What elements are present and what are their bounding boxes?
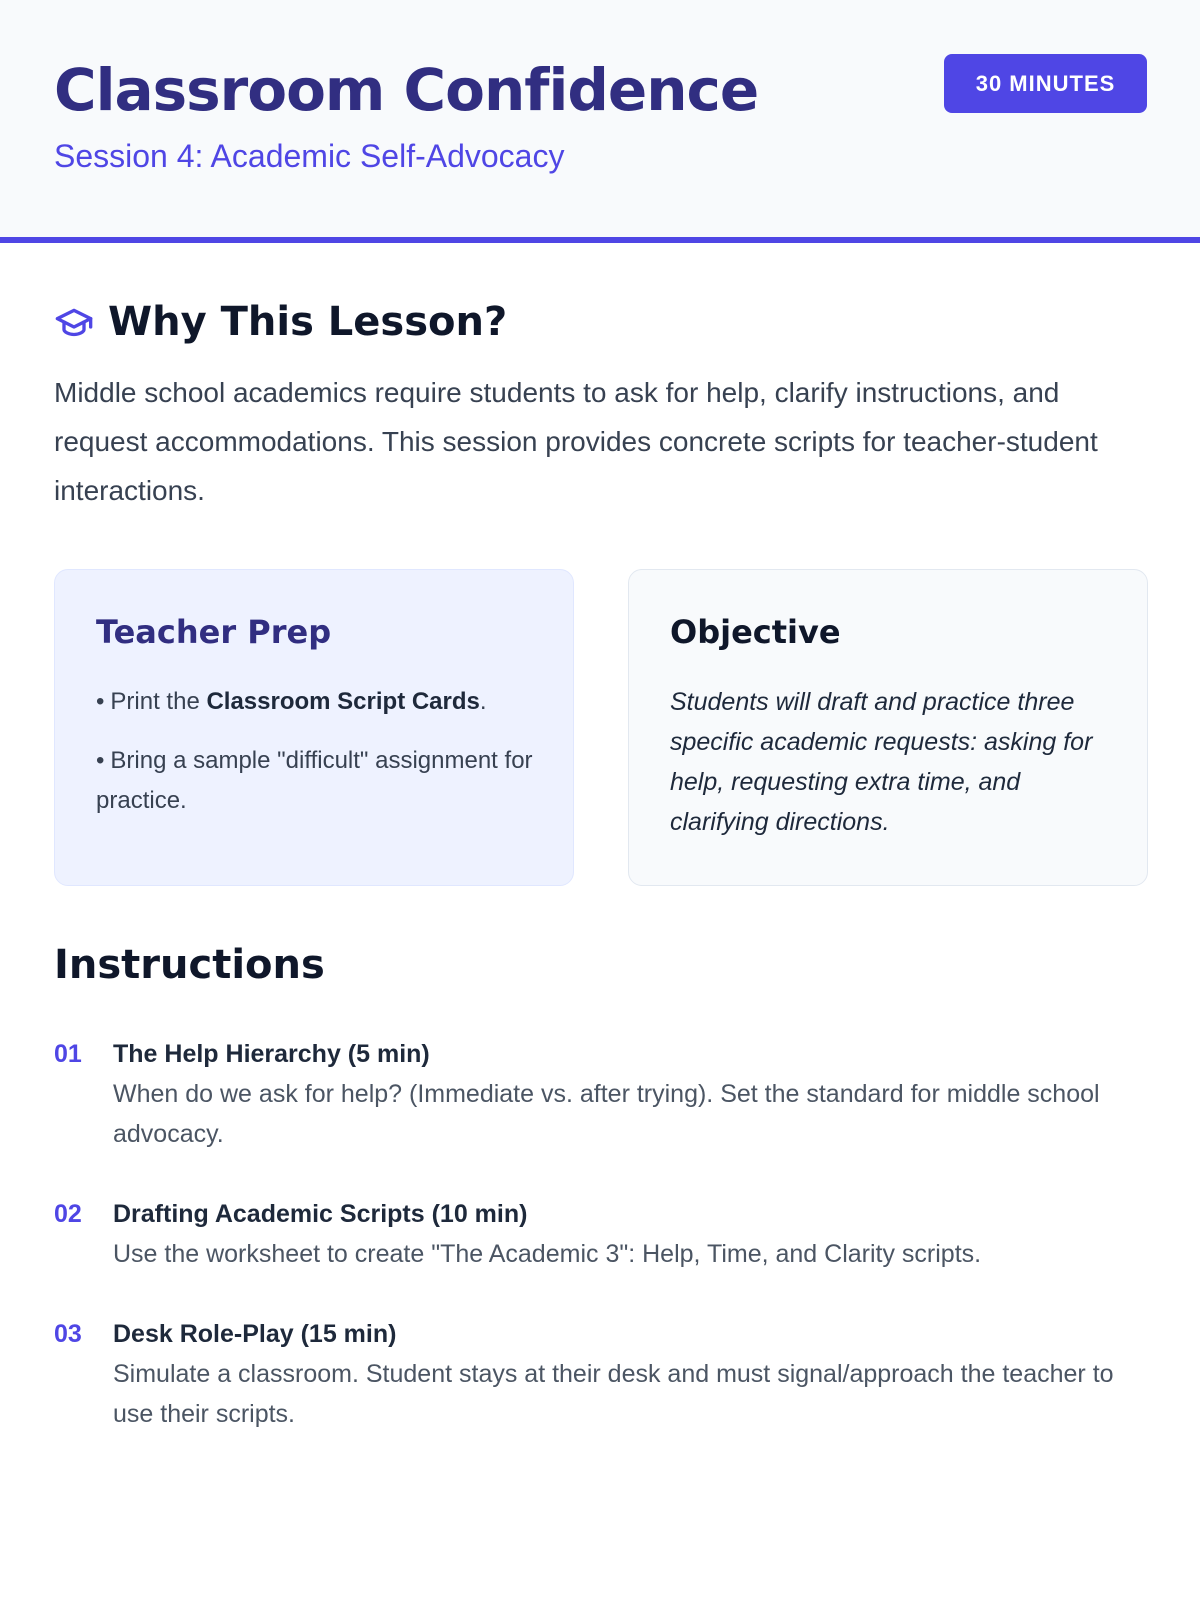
duration-badge: 30 MINUTES <box>944 54 1147 113</box>
teacher-prep-card <box>54 569 574 886</box>
prep-text-bold: Classroom Script Cards <box>206 688 480 715</box>
teacher-prep-list <box>96 682 533 821</box>
prep-text-end: . <box>479 688 487 715</box>
why-section-heading <box>54 296 507 348</box>
session-subtitle: Session 4: Academic Self-Advocacy <box>54 138 565 174</box>
step-title: Drafting Academic Scripts (10 min) <box>113 1200 528 1228</box>
graduation-cap-icon <box>54 302 94 342</box>
objective-text: Students will draft and practice three specific academic requests: asking for help, requesting extra time, and clarifying directions. <box>670 688 1093 836</box>
teacher-prep-heading: Teacher Prep <box>96 613 332 651</box>
bullet: • <box>96 688 105 715</box>
list-item <box>96 682 533 722</box>
step-description: When do we ask for help? (Immediate vs. after trying). Set the standard for middle school advocacy. <box>113 1080 1100 1148</box>
instructions-heading: Instructions <box>54 942 325 988</box>
bullet: • <box>96 747 105 774</box>
step-description: Use the worksheet to create "The Academic 3": Help, Time, and Clarity scripts. <box>113 1240 982 1268</box>
prep-text: Print the <box>110 688 207 715</box>
step-number: 03 <box>54 1320 82 1348</box>
step-number: 01 <box>54 1040 82 1068</box>
objective-heading: Objective <box>670 613 841 651</box>
list-item <box>96 741 533 821</box>
step-number: 02 <box>54 1200 82 1228</box>
step-description: Simulate a classroom. Student stays at their desk and must signal/approach the teacher to use their scripts. <box>113 1360 1114 1428</box>
lesson-header <box>0 0 1200 243</box>
why-heading: Why This Lesson? <box>108 299 508 345</box>
objective-card <box>628 569 1148 886</box>
why-paragraph: Middle school academics require students to ask for help, clarify instructions, and request accommodations. This session provides concrete scripts for teacher-student interactions. <box>54 377 1098 506</box>
page-title: Classroom Confidence <box>54 56 759 124</box>
step-title: The Help Hierarchy (5 min) <box>113 1040 430 1068</box>
prep-text: Bring a sample "difficult" assignment for practice. <box>96 747 533 814</box>
step-title: Desk Role-Play (15 min) <box>113 1320 397 1348</box>
